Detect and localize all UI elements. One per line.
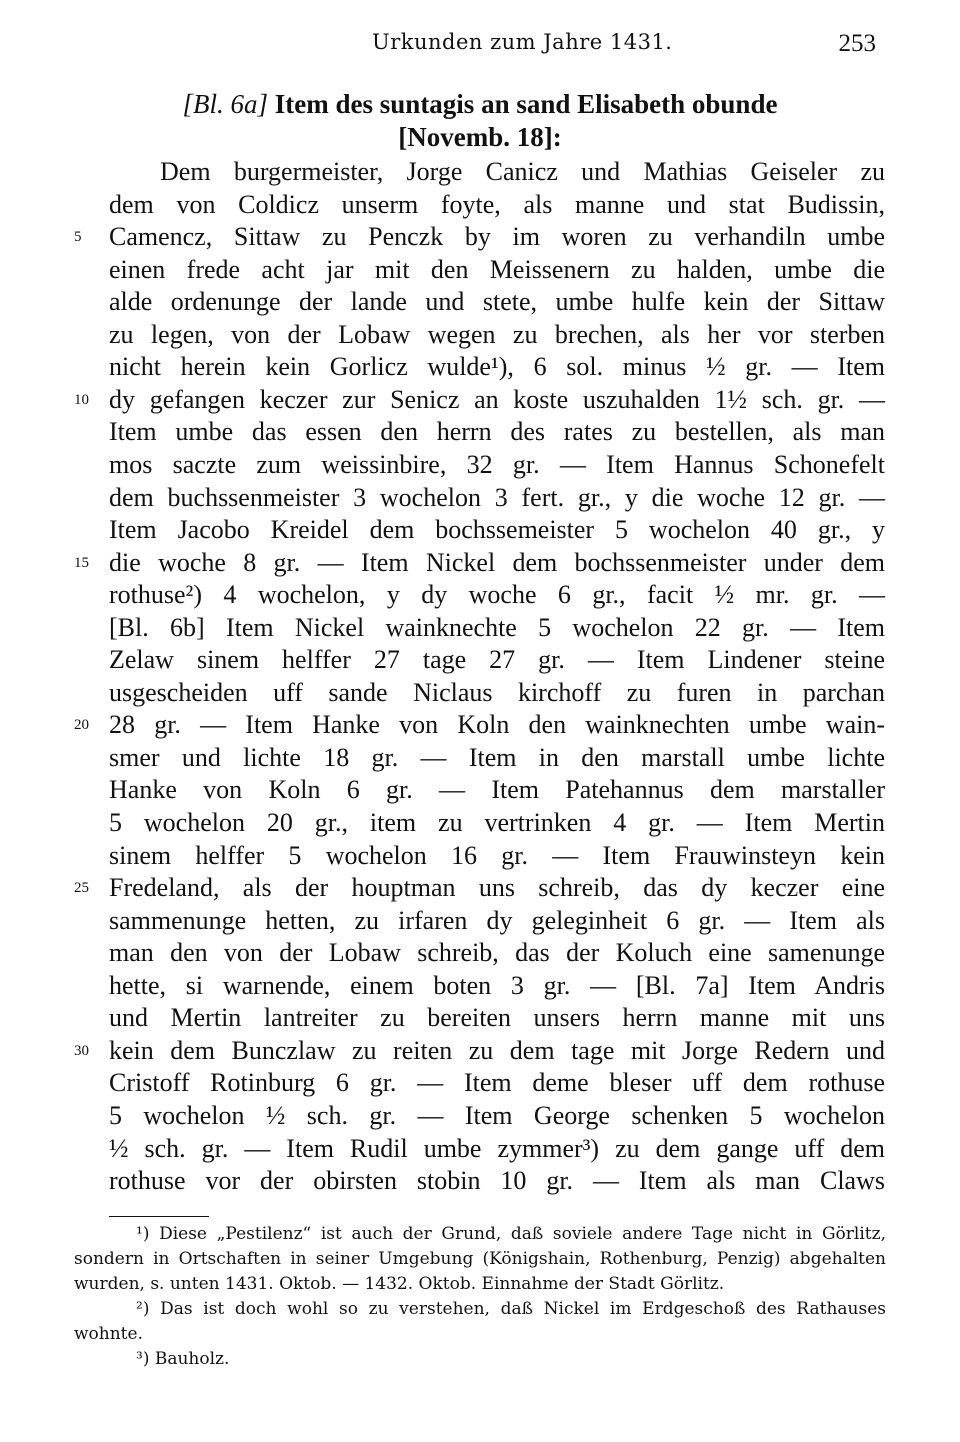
line-number <box>74 807 102 840</box>
footnote-line: ¹) Diese „Pestilenz“ ist auch der Grund, daß soviele andere Tage nicht in Görlitz, <box>136 1224 886 1244</box>
line-number <box>74 482 102 515</box>
body-line: sammenunge hetten, zu irfaren dy geleginheit 6 gr. — Item als <box>109 905 885 935</box>
body-line: Item Jacobo Kreidel dem bochssemeister 5 wochelon 40 gr., y <box>109 515 885 545</box>
footnote-line: ²) Das ist doch wohl so zu verstehen, daß Nickel im Erdgeschoß des Rathauses <box>136 1299 886 1319</box>
body-line: Cristoff Rotinburg 6 gr. — Item deme bleser uff dem rothuse <box>109 1068 885 1098</box>
body-line: man den von der Lobaw schreib, das der Koluch eine samenunge <box>109 938 885 968</box>
body-line: Hanke von Koln 6 gr. — Item Patehannus dem marstaller <box>109 775 885 805</box>
entry-heading-line-2 <box>0 121 960 154</box>
line-number <box>74 774 102 807</box>
line-number <box>74 840 102 873</box>
body-line: sinem helffer 5 wochelon 16 gr. — Item Frauwinsteyn kein <box>109 840 885 870</box>
entry-heading-line-1 <box>0 88 960 121</box>
line-number <box>74 905 102 938</box>
body-line: dem buchssenmeister 3 wochelon 3 fert. gr., y die woche 12 gr. — <box>109 482 885 512</box>
line-number <box>74 351 102 384</box>
line-number <box>74 189 102 222</box>
body-line: dy gefangen keczer zur Senicz an koste uszuhalden 1½ sch. gr. — <box>109 384 885 414</box>
body-line: Camencz, Sittaw zu Penczk by im woren zu verhandiln umbe <box>109 222 885 252</box>
body-line: und Mertin lantreiter zu bereiten unsers herrn manne mit uns <box>109 1003 885 1033</box>
line-number: 20 <box>74 717 89 734</box>
line-number <box>74 742 102 775</box>
body-line: 28 gr. — Item Hanke von Koln den wainknechten umbe wain- <box>109 710 885 740</box>
body-line: mos saczte zum weissinbire, 32 gr. — Item Hannus Schonefelt <box>109 449 885 479</box>
body-line: zu legen, von der Lobaw wegen zu brechen, als her vor sterben <box>109 319 885 349</box>
body-line: [Bl. 6b] Item Nickel wainknechte 5 wochelon 22 gr. — Item <box>109 612 885 642</box>
body-line: 5 wochelon 20 gr., item zu vertrinken 4 gr. — Item Mertin <box>109 808 885 837</box>
line-number <box>74 156 102 189</box>
body-line: Fredeland, als der houptman uns schreib, das dy keczer eine <box>109 873 885 903</box>
body-line: hette, si warnende, einem boten 3 gr. — [Bl. 7a] Item Andris <box>109 970 885 1000</box>
body-line: rothuse²) 4 wochelon, y dy woche 6 gr., facit ½ mr. gr. — <box>109 580 885 610</box>
folio-reference: [Bl. 6a] <box>182 89 269 119</box>
page-number: 253 <box>838 30 876 57</box>
line-number <box>74 1133 102 1166</box>
line-number: 10 <box>74 391 89 408</box>
line-number <box>74 514 102 547</box>
line-number <box>74 970 102 1003</box>
body-line: usgescheiden uff sande Niclaus kirchoff zu furen in parchan <box>109 677 885 707</box>
running-head <box>0 30 960 64</box>
body-line: ½ sch. gr. — Item Rudil umbe zymmer³) zu dem gange uff dem <box>109 1133 885 1163</box>
line-number: 15 <box>74 554 89 571</box>
body-line: einen frede acht jar mit den Meissenern zu halden, umbe die <box>109 254 885 284</box>
line-number <box>74 612 102 645</box>
footnote-line: wohnte. <box>74 1324 143 1344</box>
line-number <box>74 937 102 970</box>
body-line: kein dem Bunczlaw zu reiten zu dem tage mit Jorge Redern und <box>109 1035 885 1065</box>
body-line: rothuse vor der obirsten stobin 10 gr. — Item als man Claws <box>109 1166 885 1196</box>
line-number <box>74 677 102 710</box>
heading-date: [Novemb. 18]: <box>398 122 562 152</box>
body-line: Dem burgermeister, Jorge Canicz und Mathias Geiseler zu <box>160 157 885 186</box>
line-number <box>74 449 102 482</box>
line-number: 30 <box>74 1042 89 1059</box>
body-line: Item umbe das essen den herrn des rates zu bestellen, als man <box>109 417 885 447</box>
line-number: 5 <box>74 229 82 246</box>
footnote-line: wurden, s. unten 1431. Oktob. — 1432. Oktob. Einnahme der Stadt Görlitz. <box>74 1274 725 1294</box>
body-line: dem von Coldicz unserm foyte, als manne und stat Budissin, <box>109 189 885 219</box>
line-number: 25 <box>74 880 89 897</box>
line-number <box>74 319 102 352</box>
line-number <box>74 1100 102 1133</box>
line-number <box>74 1002 102 1035</box>
body-line: alde ordenunge der lande und stete, umbe hulfe kein der Sittaw <box>109 287 885 317</box>
line-number <box>74 286 102 319</box>
footnote-line: ³) Bauholz. <box>136 1349 230 1369</box>
line-number <box>74 254 102 287</box>
running-title: Urkunden zum Jahre 1431. <box>372 30 673 54</box>
line-number <box>74 644 102 677</box>
body-line: 5 wochelon ½ sch. gr. — Item George schenken 5 wochelon <box>109 1100 885 1130</box>
heading-text: Item des suntagis an sand Elisabeth obunde <box>274 89 778 119</box>
footnote-rule <box>109 1216 209 1217</box>
line-number <box>74 416 102 449</box>
line-number <box>74 1165 102 1198</box>
body-line: smer und lichte 18 gr. — Item in den marstall umbe lichte <box>109 742 885 772</box>
body-line: nicht herein kein Gorlicz wulde¹), 6 sol. minus ½ gr. — Item <box>109 352 885 382</box>
footnote-line: sondern in Ortschaften in seiner Umgebung (Königshain, Rothenburg, Penzig) abgehalten <box>74 1249 886 1269</box>
line-number <box>74 579 102 612</box>
line-number <box>74 1067 102 1100</box>
body-line: die woche 8 gr. — Item Nickel dem bochssenmeister under dem <box>109 547 885 577</box>
body-line: Zelaw sinem helffer 27 tage 27 gr. — Item Lindener steine <box>109 645 885 675</box>
